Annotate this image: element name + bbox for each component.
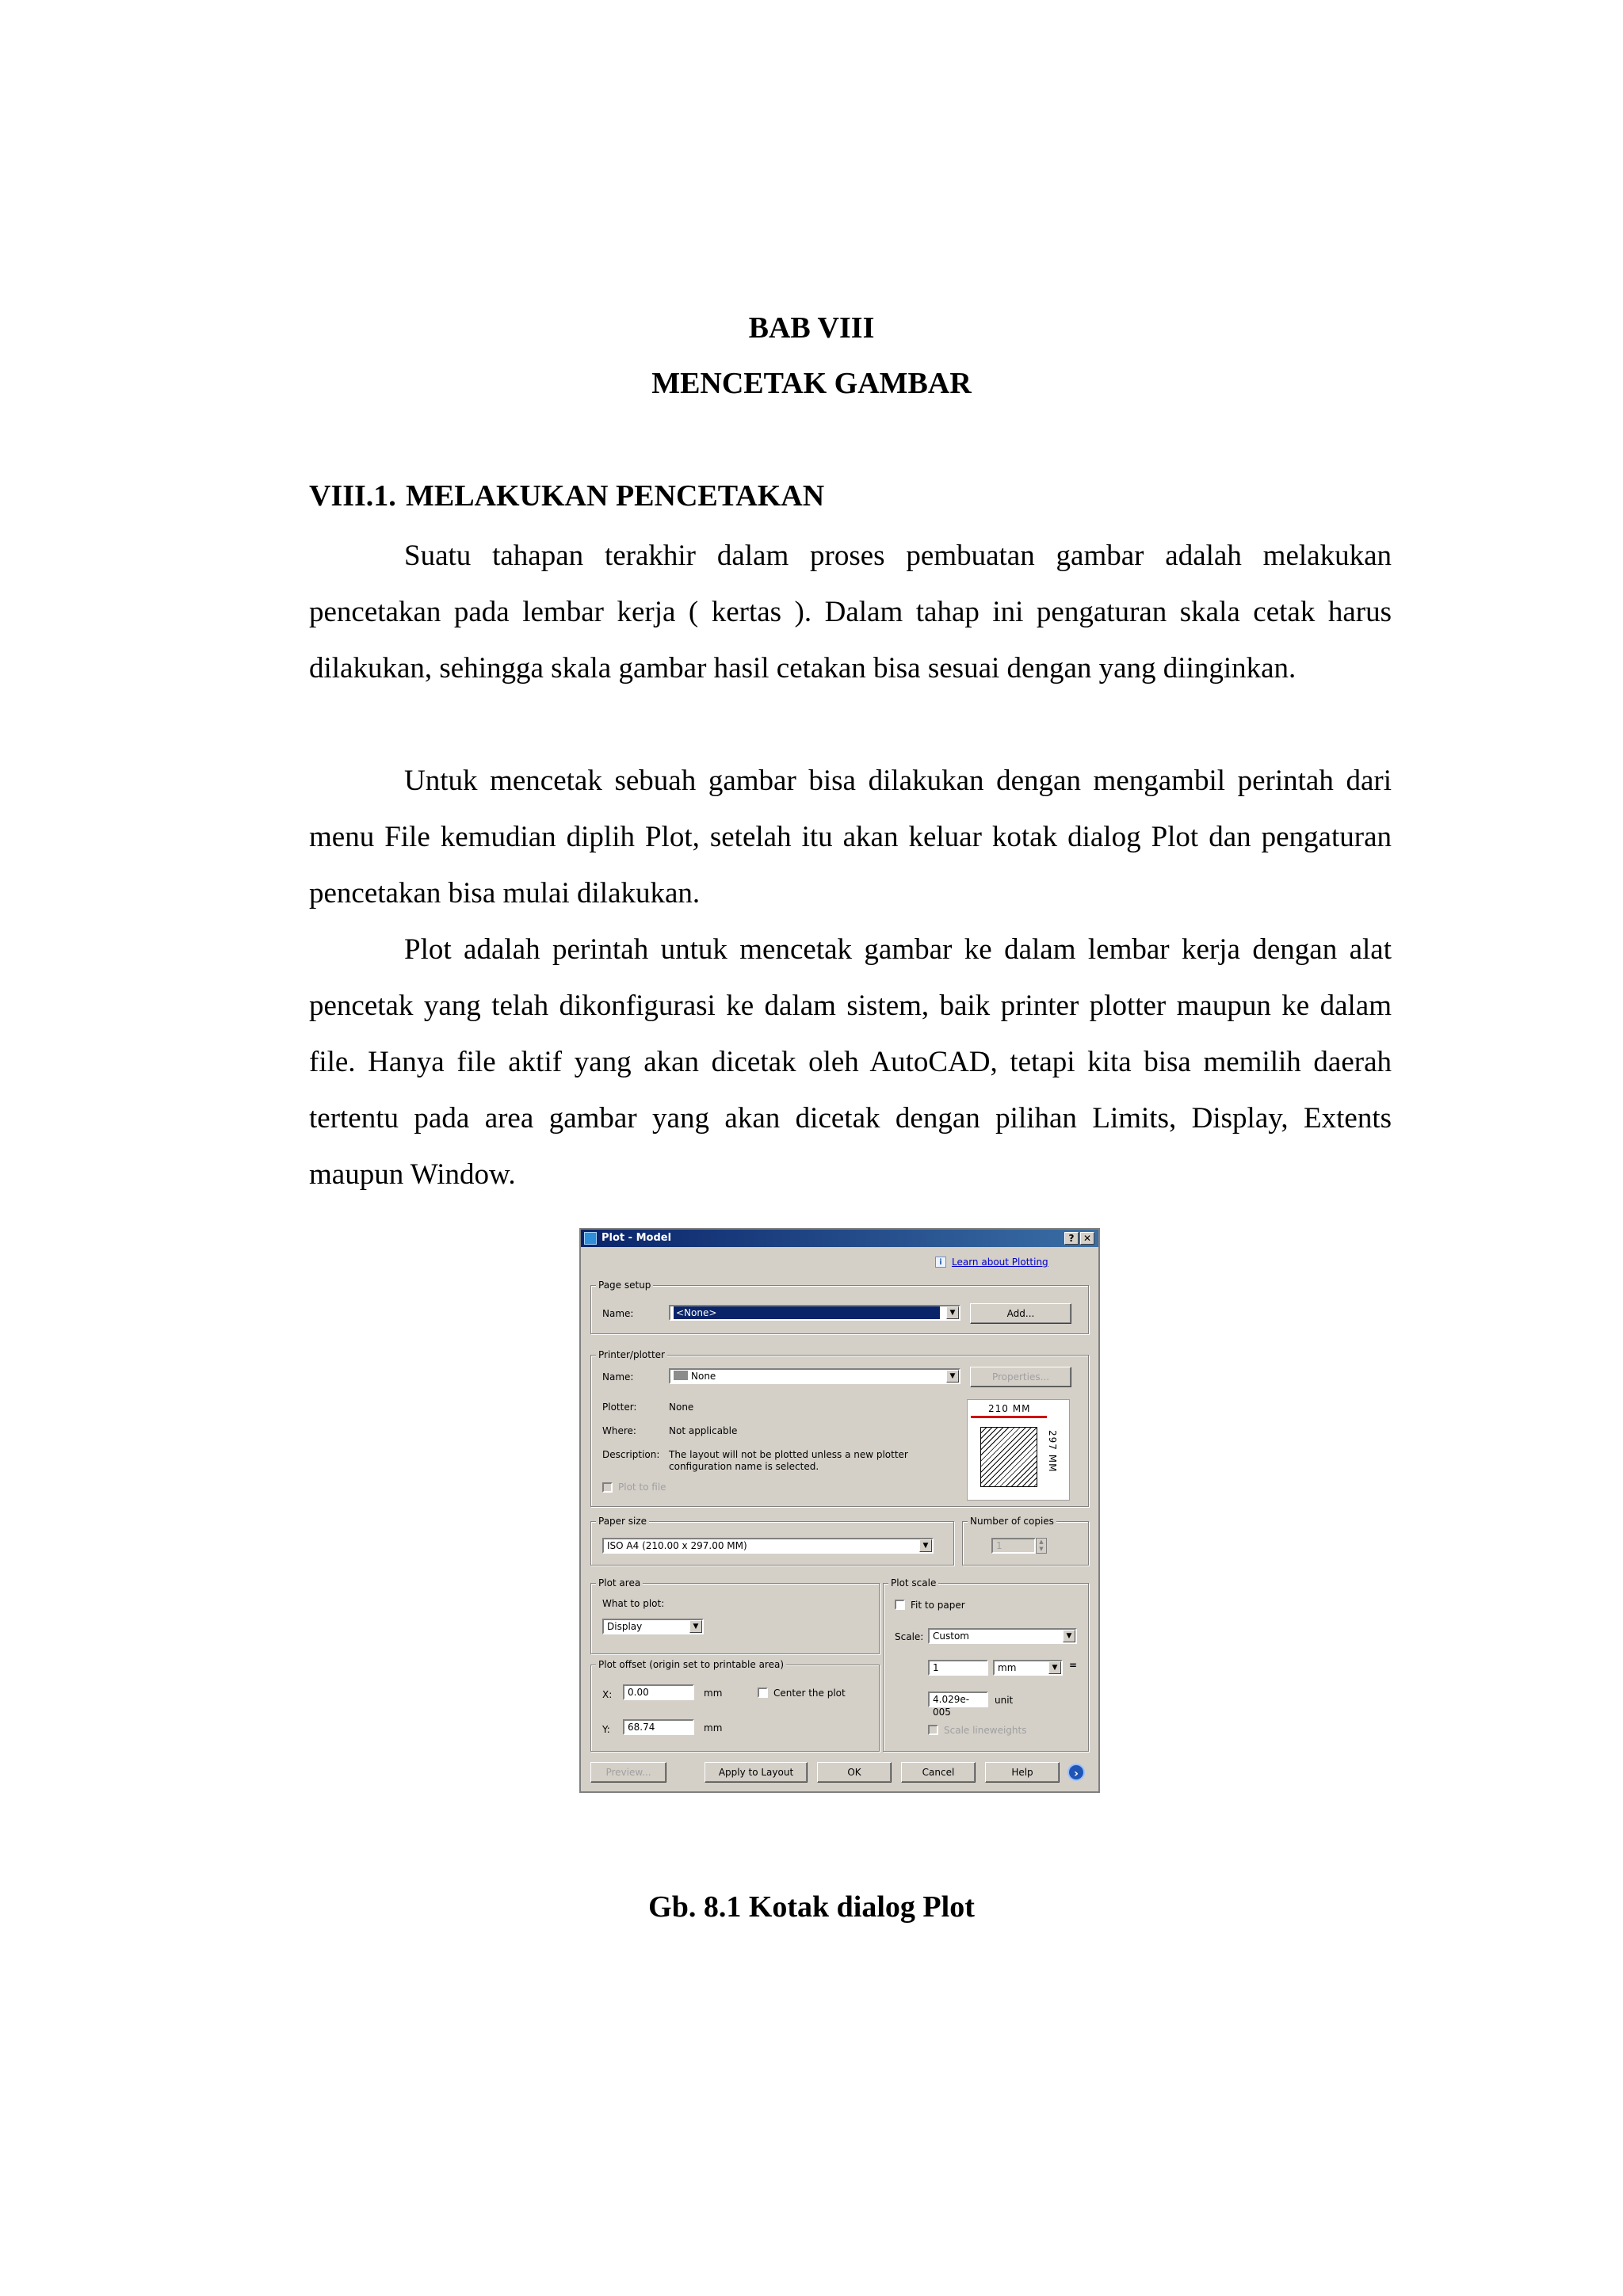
scale-value-1-input[interactable]: 1 [928,1660,988,1676]
plot-offset-group [590,1659,880,1752]
chapter-number: BAB VIII [748,311,875,345]
offset-x-label: X: [602,1689,613,1700]
scale-lineweights-checkbox[interactable] [928,1725,938,1735]
plot-area-group [590,1577,880,1654]
plot-scale-group [883,1577,1089,1752]
chevron-down-icon: ▼ [946,1370,959,1383]
copies-input[interactable]: 1 [991,1538,1036,1554]
chapter-title: MENCETAK GAMBAR [651,367,972,400]
scale-select[interactable]: Custom ▼ [928,1628,1077,1644]
paper-size-select[interactable]: ISO A4 (210.00 x 297.00 MM) ▼ [602,1538,934,1554]
cancel-button[interactable]: Cancel [901,1762,976,1783]
hatched-paper-area [980,1427,1037,1487]
dialog-titlebar [581,1230,1098,1247]
printer-name-label: Name: [602,1371,634,1383]
info-icon: i [935,1257,946,1268]
scale-value-2-input[interactable]: 4.029e-005 [928,1691,988,1707]
preview-button[interactable]: Preview... [590,1762,666,1783]
center-plot-checkbox[interactable] [758,1688,768,1698]
page-setup-label: Page setup [596,1280,653,1291]
scale-label: Scale: [895,1631,924,1642]
description-label: Description: [602,1449,660,1460]
fit-to-paper-label: Fit to paper [911,1600,965,1611]
printer-plotter-label: Printer/plotter [596,1349,667,1360]
where-value: Not applicable [669,1425,738,1436]
figure-caption: Gb. 8.1 Kotak dialog Plot [648,1890,975,1924]
ok-button[interactable]: OK [817,1762,892,1783]
plot-area-label: Plot area [596,1577,643,1589]
fit-to-paper-checkbox[interactable] [895,1600,905,1610]
page-setup-name-label: Name: [602,1308,634,1319]
page-setup-name-select[interactable]: <None> ▼ [669,1305,960,1321]
chevron-down-icon: ▼ [689,1620,702,1633]
close-button[interactable]: ✕ [1080,1232,1094,1245]
add-page-setup-button[interactable]: Add... [970,1303,1071,1324]
description-line-2: configuration name is selected. [669,1461,819,1472]
more-options-icon[interactable]: › [1067,1764,1085,1781]
apply-to-layout-button[interactable]: Apply to Layout [705,1762,808,1783]
autocad-app-icon [584,1232,597,1245]
what-to-plot-label: What to plot: [602,1598,665,1609]
paragraph-3: Plot adalah perintah untuk mencetak gambar ke dalam lembar kerja dengan alat pencetak yang telah dikonfigurasi ke dalam sistem, baik printer plotter maupun ke dalam file. Hanya file aktif yang akan dicetak oleh AutoCAD, tetapi kita bisa memilih daerah tertentu pada area gambar yang akan dicetak dengan pilihan Limits, Display, Extents maupun Window. [309,933,1392,1191]
offset-y-label: Y: [602,1724,610,1735]
offset-y-input[interactable]: 68.74 [623,1719,694,1735]
offset-y-unit: mm [704,1722,723,1733]
scale-unit-select[interactable]: mm ▼ [993,1660,1063,1676]
paper-size-group [590,1516,954,1566]
offset-x-input[interactable]: 0.00 [623,1684,694,1700]
what-to-plot-select[interactable]: Display ▼ [602,1619,704,1634]
where-label: Where: [602,1425,636,1436]
paper-preview [967,1399,1070,1501]
help-title-button[interactable]: ? [1064,1232,1079,1245]
printer-name-select[interactable]: None ▼ [669,1368,960,1384]
printer-icon [674,1371,688,1380]
page-setup-group [590,1280,1089,1334]
plot-to-file-label: Plot to file [618,1482,666,1493]
preview-height-label: 297 MM [1047,1430,1058,1473]
section-title: MELAKUKAN PENCETAKAN [406,479,825,513]
chevron-down-icon: ▼ [1048,1661,1061,1674]
section-heading [309,479,824,513]
scale-unit-2: unit [995,1695,1014,1706]
copies-group [962,1516,1089,1566]
plot-offset-label: Plot offset (origin set to printable area) [596,1659,786,1670]
copies-spinner[interactable]: ▲ ▼ [1036,1538,1047,1554]
chevron-down-icon: ▼ [946,1306,959,1319]
section-number: VIII.1. [309,479,396,513]
paper-size-label: Paper size [596,1516,649,1527]
preview-width-marker [971,1416,1047,1418]
plot-dialog [579,1228,1100,1793]
properties-button[interactable]: Properties... [970,1367,1071,1387]
plot-to-file-checkbox[interactable] [602,1482,613,1493]
offset-x-unit: mm [704,1688,723,1699]
description-line-1: The layout will not be plotted unless a new plotter [669,1449,908,1460]
chevron-down-icon: ▼ [1063,1630,1075,1642]
help-button[interactable]: Help [985,1762,1060,1783]
chevron-down-icon: ▼ [919,1539,932,1552]
copies-label: Number of copies [968,1516,1056,1527]
plotter-label: Plotter: [602,1402,637,1413]
paragraph-2: Untuk mencetak sebuah gambar bisa dilakukan dengan mengambil perintah dari menu File kemudian diplih Plot, setelah itu akan keluar kotak dialog Plot dan pengaturan pencetakan bisa mulai dilakukan. [309,765,1392,910]
plotter-value: None [669,1402,694,1413]
equals-sign: = [1069,1660,1078,1671]
learn-plotting-link[interactable]: Learn about Plotting [952,1257,1048,1268]
scale-lineweights-label: Scale lineweights [944,1725,1027,1736]
preview-width-label: 210 MM [988,1403,1031,1414]
plot-scale-label: Plot scale [888,1577,938,1589]
center-plot-label: Center the plot [773,1688,846,1699]
paragraph-1: Suatu tahapan terakhir dalam proses pembuatan gambar adalah melakukan pencetakan pada lembar kerja ( kertas ). Dalam tahap ini pengaturan skala cetak harus dilakukan, sehingga skala gambar hasil cetakan bisa sesuai dengan yang diinginkan. [309,540,1392,685]
dialog-title: Plot - Model [601,1232,672,1244]
